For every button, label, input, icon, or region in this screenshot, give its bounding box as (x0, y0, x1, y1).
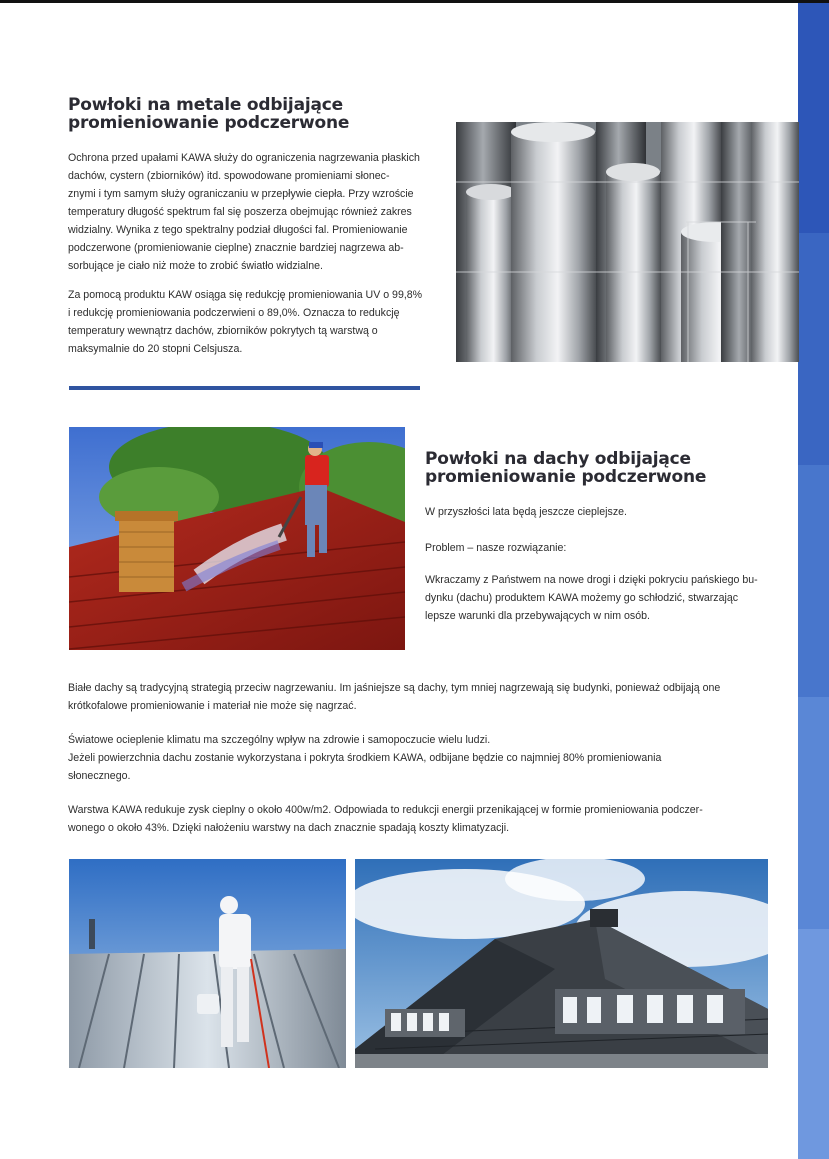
text-line: W przyszłości lata będą jeszcze cieplejsze. (425, 506, 627, 518)
side-bar-segment (798, 697, 829, 929)
title-line-1: Powłoki na metale odbijające (68, 95, 343, 115)
roof-coating-image (69, 427, 405, 650)
text-line: Jeżeli powierzchnia dachu zostanie wykorzystana i pokryta środkiem KAWA, odbijane będzie co najmniej 80% promieniowania (68, 752, 662, 764)
text-line: dachów, cystern (zbiorników) itd. spowodowane promieniami słonec- (68, 170, 390, 182)
side-bar-segment (798, 3, 829, 233)
section-roofs-problem (425, 539, 785, 557)
title-line-2: promieniowanie podczerwone (68, 113, 350, 133)
text-line: lepsze warunki dla przebywających w nim osób. (425, 610, 650, 622)
text-line: krótkofalowe promieniowanie i materiał nie może się nagrzać. (68, 700, 357, 712)
text-line: Warstwa KAWA redukuje zysk cieplny o około 400w/m2. Odpowiada to redukcji energii przenikającej w formie promieniowania podczer- (68, 804, 703, 816)
section-roofs-solution (425, 571, 781, 625)
section-roofs-title (425, 450, 785, 486)
white-roofs-paragraph (68, 679, 768, 715)
text-line: temperatury długość spektrum fal się poszerza obejmując również zakres (68, 206, 412, 218)
side-bar-segment (798, 233, 829, 465)
text-line: widzialny. Wynika z tego spektralny podział długości fal. Promieniowanie (68, 224, 408, 236)
text-line: Białe dachy są tradycyjną strategią przeciw nagrzewaniu. Im jaśniejsze są dachy, tym mniej nagrzewają się budynki, ponieważ odbijają one (68, 682, 721, 694)
metal-roof-worker-image (69, 859, 346, 1068)
text-line: Wkraczamy z Państwem na nowe drogi i dzięki pokryciu pańskiego bu- (425, 574, 758, 586)
side-color-bar (798, 3, 829, 1159)
silver-tanks-image (456, 122, 799, 362)
text-line: dynku (dachu) produktem KAWA możemy go schłodzić, stwarzając (425, 592, 739, 604)
text-line: Światowe ocieplenie klimatu ma szczególny wpływ na zdrowie i samopoczucie wielu ludzi. (68, 734, 491, 746)
text-line: sorbujące je ciało niż może to zrobić światło widzialne. (68, 260, 323, 272)
title-line-1: Powłoki na dachy odbijające (425, 449, 691, 469)
section-metals-paragraph-2 (68, 286, 443, 358)
text-line: Ochrona przed upałami KAWA służy do ograniczenia nagrzewania płaskich (68, 152, 420, 164)
text-line: temperatury wewnątrz dachów, zbiorników pokrytych tą warstwą o (68, 325, 378, 337)
text-line: znymi i tym samym służy ograniczaniu w przepływie ciepła. Przy wzroście (68, 188, 414, 200)
section-divider (69, 386, 420, 390)
side-bar-segment (798, 465, 829, 697)
title-line-2: promieniowanie podczerwone (425, 467, 707, 487)
top-border (0, 0, 829, 3)
text-line: maksymalnie do 20 stopni Celsjusza. (68, 343, 243, 355)
text-line: Za pomocą produktu KAW osiąga się redukcję promieniowania UV o 99,8% (68, 289, 423, 301)
text-line: i redukcję promieniowania podczerwieni o 89,0%. Oznacza to redukcję (68, 307, 400, 319)
text-line: słonecznego. (68, 770, 131, 782)
text-line: wonego o około 43%. Dzięki nałożeniu warstwy na dach znacznie spadają koszty klimatyzacji. (68, 822, 510, 834)
climate-paragraph (68, 731, 768, 785)
text-line: Problem – nasze rozwiązanie: (425, 542, 567, 554)
heat-gain-paragraph (68, 801, 768, 837)
section-metals-paragraph-1 (68, 149, 443, 275)
section-roofs-intro (425, 503, 785, 521)
section-metals-title (68, 96, 448, 132)
text-line: podczerwone (promieniowanie cieplne) znacznie bardziej nagrzewa ab- (68, 242, 404, 254)
dark-roof-house-image (355, 859, 768, 1068)
side-bar-segment (798, 929, 829, 1159)
